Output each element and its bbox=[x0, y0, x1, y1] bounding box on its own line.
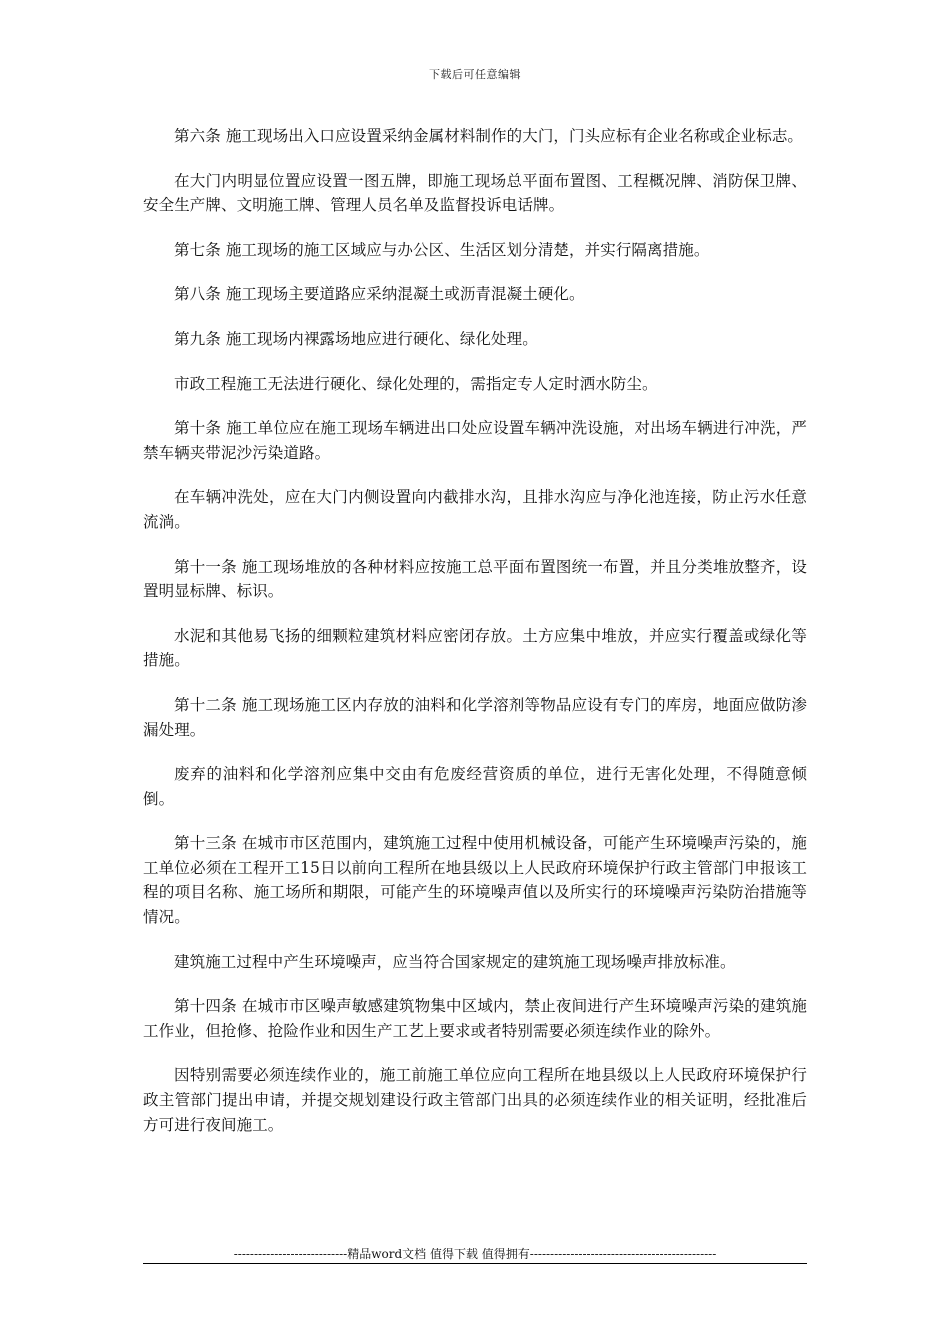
paragraph-article-9: 第九条 施工现场内裸露场地应进行硬化、绿化处理。 bbox=[174, 329, 538, 348]
paragraph-article-11: 第十一条 施工现场堆放的各种材料应按施工总平面布置图统一布置，并且分类堆放整齐，设置明显标牌、标识。 bbox=[143, 557, 807, 601]
paragraph-night-work: 因特别需要必须连续作业的，施工前施工单位应向工程所在地县级以上人民政府环境保护行政主管部门提出申请，并提交规划建设行政主管部门出具的必须连续作业的相关证明，经批准后方可进行夜间施工。 bbox=[143, 1066, 807, 1134]
paragraph-article-10: 第十条 施工单位应在施工现场车辆进出口处应设置车辆冲洗设施，对出场车辆进行冲洗，严禁车辆夹带泥沙污染道路。 bbox=[143, 419, 807, 462]
paragraph-article-7: 第七条 施工现场的施工区域应与办公区、生活区划分清楚，并实行隔离措施。 bbox=[174, 240, 710, 259]
paragraph-article-6: 第六条 施工现场出入口应设置采纳金属材料制作的大门，门头应标有企业名称或企业标志。 bbox=[174, 127, 804, 145]
page-header: 下载后可任意编辑 bbox=[429, 68, 521, 81]
paragraph-article-14: 第十四条 在城市市区噪声敏感建筑物集中区域内，禁止夜间进行产生环境噪声污染的建筑施工作业，但抢修、抢险作业和因生产工艺上要求或者特别需要必须连续作业的除外。 bbox=[143, 997, 807, 1040]
footer-divider bbox=[143, 1263, 807, 1264]
document-body bbox=[143, 124, 807, 1157]
page-footer: ----------------------------精品word文档 值得下载 值得拥有---------------------------------------------- bbox=[233, 1247, 717, 1261]
paragraph-wash-drainage: 在车辆冲洗处，应在大门内侧设置向内截排水沟，且排水沟应与净化池连接，防止污水任意流淌。 bbox=[143, 488, 807, 531]
paragraph-article-12: 第十二条 施工现场施工区内存放的油料和化学溶剂等物品应设有专门的库房，地面应做防渗漏处理。 bbox=[143, 695, 807, 739]
paragraph-waste-solvent: 废弃的油料和化学溶剂应集中交由有危废经营资质的单位，进行无害化处理，不得随意倾倒。 bbox=[143, 765, 807, 808]
paragraph-municipal-dust: 市政工程施工无法进行硬化、绿化处理的，需指定专人定时洒水防尘。 bbox=[174, 374, 658, 393]
paragraph-signage: 在大门内明显位置应设置一图五牌，即施工现场总平面布置图、工程概况牌、消防保卫牌、安全生产牌、文明施工牌、管理人员名单及监督投诉电话牌。 bbox=[143, 171, 807, 215]
paragraph-noise-standard: 建筑施工过程中产生环境噪声，应当符合国家规定的建筑施工现场噪声排放标准。 bbox=[174, 952, 736, 971]
paragraph-cement-storage: 水泥和其他易飞扬的细颗粒建筑材料应密闭存放。土方应集中堆放，并应实行覆盖或绿化等措施。 bbox=[143, 626, 807, 670]
paragraph-article-8: 第八条 施工现场主要道路应采纳混凝土或沥青混凝土硬化。 bbox=[174, 285, 585, 304]
paragraph-article-13: 第十三条 在城市市区范围内，建筑施工过程中使用机械设备，可能产生环境噪声污染的，施工单位必须在工程开工15日以前向工程所在地县级以上人民政府环境保护行政主管部门申报该工程的项目名称、施工场所和期限，可能产生的环境噪声值以及所实行的环境噪声污染防治措施等情况。 bbox=[143, 834, 807, 927]
